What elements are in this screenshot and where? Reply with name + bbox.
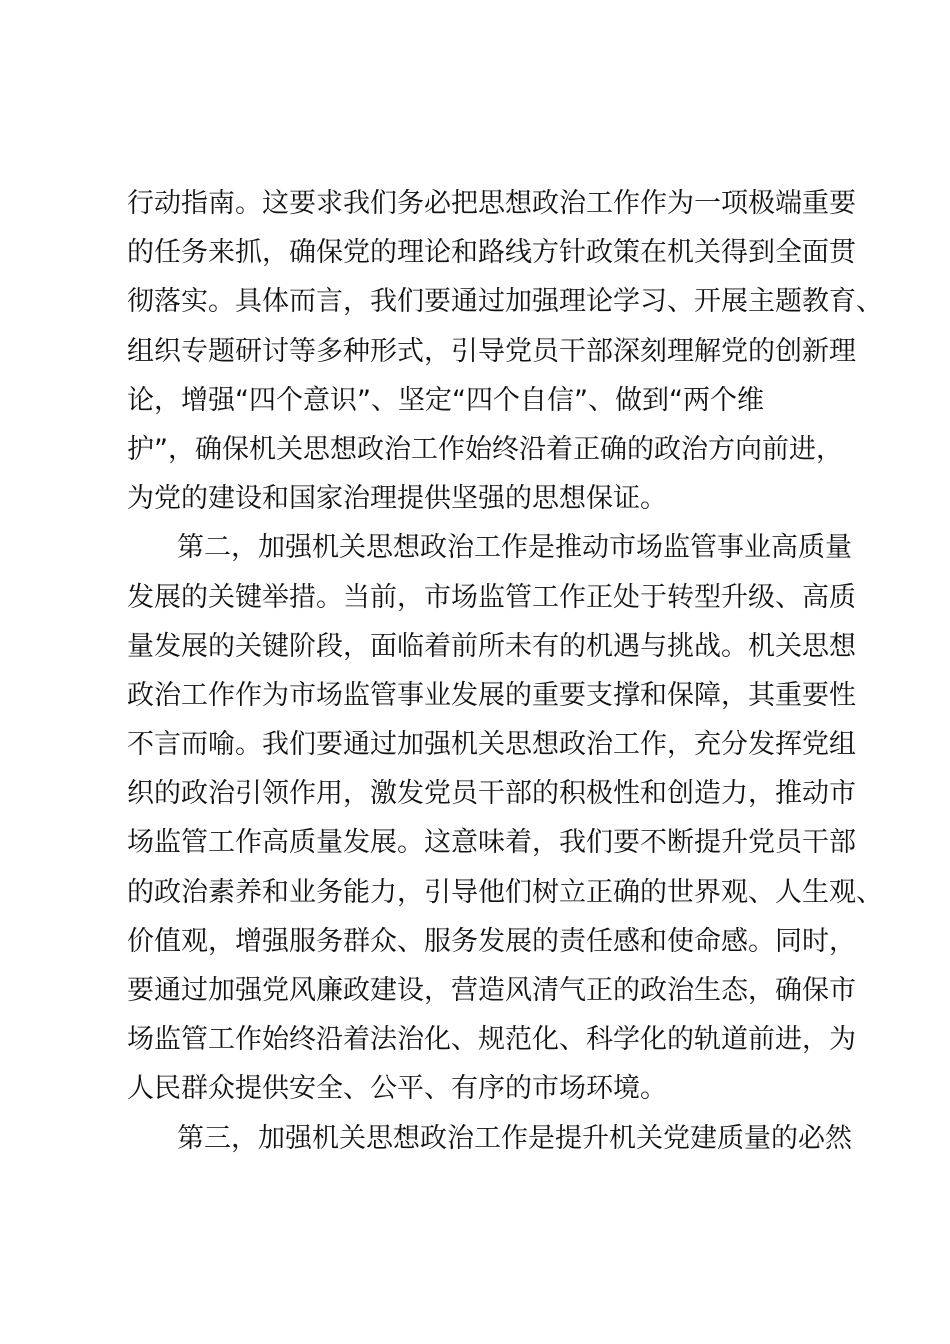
text-line: 论，增强“四个意识”、坚定“四个自信”、做到“两个维 — [127, 384, 764, 416]
text-line: 第二，加强机关思想政治工作是推动市场监管事业高质量 — [177, 532, 852, 564]
text-line: 行动指南。这要求我们务必把思想政治工作作为一项极端重要 — [127, 188, 856, 219]
text-line: 场监管工作高质量发展。这意味着，我们要不断提升党员干部 — [127, 827, 856, 859]
text-line: 量发展的关键阶段，面临着前所未有的机遇与挑战。机关思想 — [127, 630, 856, 662]
text-line: 为党的建设和国家治理提供坚强的思想保证。 — [127, 483, 667, 515]
text-line: 护”，确保机关思想政治工作始终沿着正确的政治方向前进， — [127, 433, 843, 465]
paragraph-third-point — [127, 1114, 852, 1163]
text-line: 场监管工作始终沿着法治化、规范化、科学化的轨道前进，为 — [127, 1024, 856, 1056]
document-body — [127, 179, 883, 1163]
text-line: 发展的关键举措。当前，市场监管工作正处于转型升级、高质 — [127, 581, 856, 613]
text-line: 不言而喻。我们要通过加强机关思想政治工作，充分发挥党组 — [127, 729, 856, 761]
text-line: 价值观，增强服务群众、服务发展的责任感和使命感。同时， — [127, 925, 856, 957]
text-line: 的任务来抓，确保党的理论和路线方针政策在机关得到全面贯 — [127, 237, 856, 269]
text-line: 要通过加强党风廉政建设，营造风清气正的政治生态，确保市 — [127, 975, 856, 1006]
paragraph-continuation — [127, 179, 883, 523]
text-line: 第三，加强机关思想政治工作是提升机关党建质量的必然 — [177, 1122, 852, 1154]
text-line: 人民群众提供安全、公平、有序的市场环境。 — [127, 1073, 667, 1105]
text-line: 组织专题研讨等多种形式，引导党员干部深刻理解党的创新理 — [127, 335, 856, 367]
text-line: 彻落实。具体而言，我们要通过加强理论学习、开展主题教育、 — [127, 286, 883, 318]
text-line: 织的政治引领作用，激发党员干部的积极性和创造力，推动市 — [127, 778, 856, 810]
paragraph-second-point — [127, 523, 883, 1113]
text-line: 的政治素养和业务能力，引导他们树立正确的世界观、人生观、 — [127, 876, 883, 908]
text-line: 政治工作作为市场监管事业发展的重要支撑和保障，其重要性 — [127, 679, 856, 711]
